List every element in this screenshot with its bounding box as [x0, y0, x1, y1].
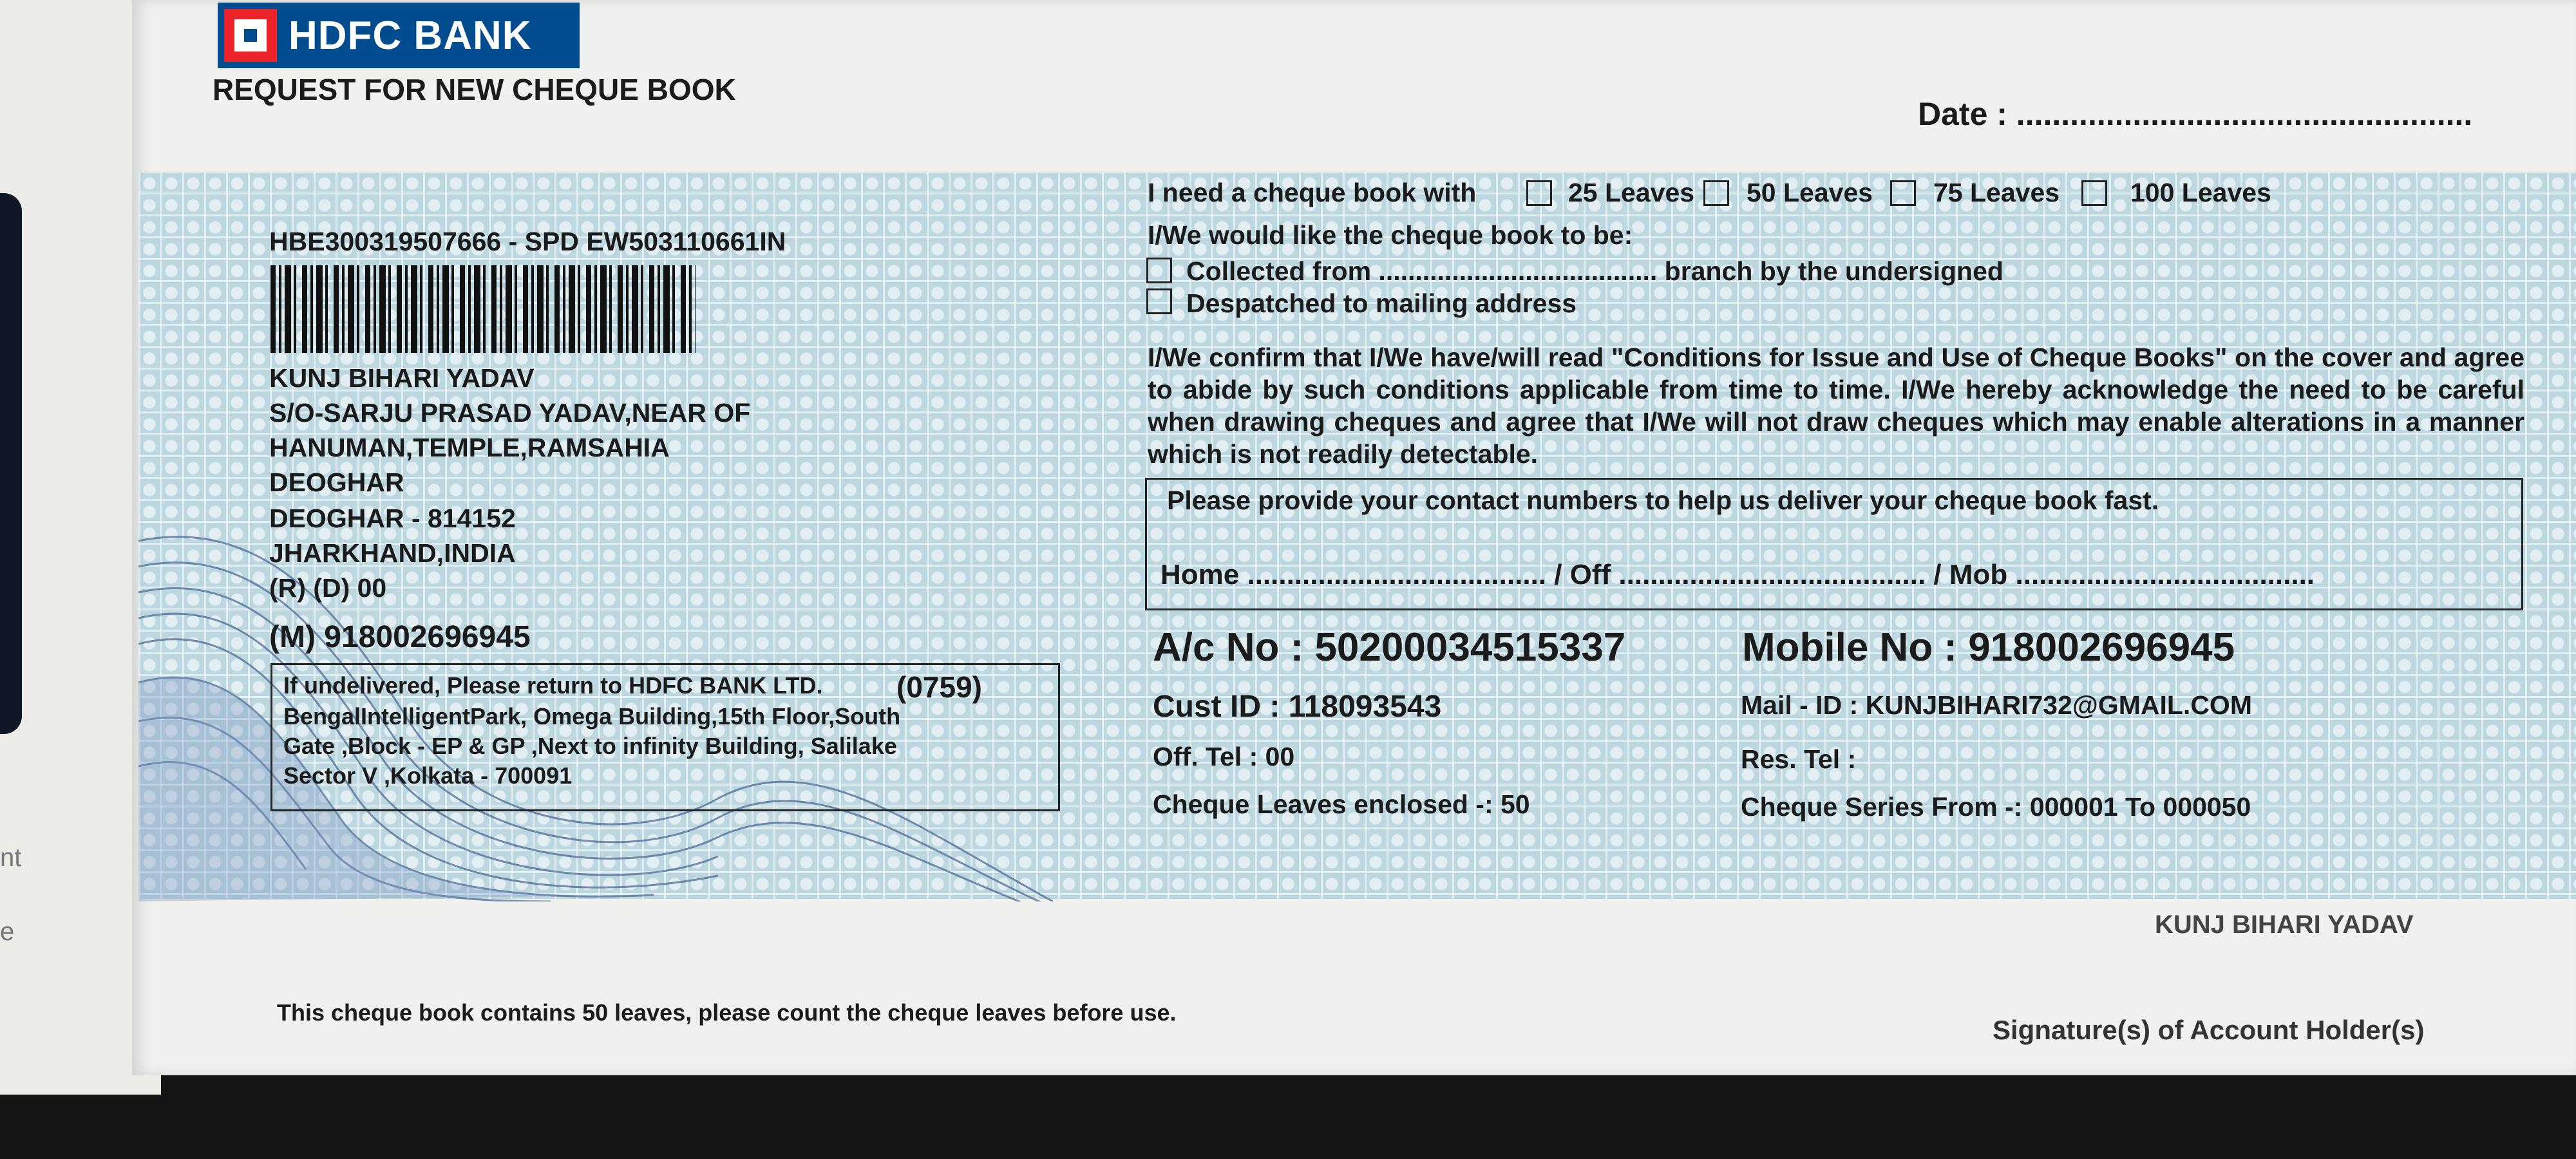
delivery-prompt: I/We would like the cheque book to be:: [1148, 220, 1633, 250]
contact-prompt: Please provide your contact numbers to help us deliver your cheque book fast.: [1167, 485, 2159, 515]
despatched-checkbox[interactable]: [1146, 288, 1172, 314]
address-line: S/O-SARJU PRASAD YADAV,NEAR OF: [269, 398, 751, 428]
cheque-series: Cheque Series From -: 000001 To 000050: [1741, 792, 2251, 822]
return-address-line: Gate ,Block - EP & GP ,Next to infinity Building, Salilake: [283, 733, 897, 759]
left-page-text: nt: [0, 843, 22, 872]
leaves-count-note: This cheque book contains 50 leaves, please count the cheque leaves before use.: [277, 999, 1177, 1026]
form-title: REQUEST FOR NEW CHEQUE BOOK: [213, 73, 736, 106]
leaves-50-checkbox[interactable]: [1703, 180, 1729, 206]
leaves-25-label: 25 Leaves: [1568, 178, 1695, 207]
left-page-text: e: [0, 918, 15, 946]
bank-name: HDFC BANK: [289, 13, 532, 58]
leaves-100-label: 100 Leaves: [2130, 178, 2271, 207]
leaves-75-checkbox[interactable]: [1890, 180, 1916, 206]
account-number: A/c No : 50200034515337: [1153, 625, 1626, 670]
mail-id: Mail - ID : KUNJBIHARI732@GMAIL.COM: [1741, 690, 2252, 720]
hdfc-logo-icon: [224, 9, 277, 62]
recipient-mobile: (M) 918002696945: [269, 620, 531, 654]
address-line: HANUMAN,TEMPLE,RAMSAHIA: [269, 433, 670, 462]
collected-label: Collected from ...................................... branch by the undersigned: [1186, 256, 2003, 286]
barcode: [270, 265, 696, 353]
hdfc-logo: [218, 3, 580, 68]
left-page-binding: [0, 193, 22, 734]
customer-id: Cust ID : 118093543: [1153, 690, 1442, 724]
recipient-phone: (R) (D) 00: [269, 573, 387, 603]
address-line: DEOGHAR - 814152: [269, 504, 516, 533]
cheque-leaves-enclosed: Cheque Leaves enclosed -: 50: [1153, 789, 1530, 819]
despatched-label: Despatched to mailing address: [1186, 288, 1577, 318]
signature-label: Signature(s) of Account Holder(s): [1993, 1015, 2425, 1045]
return-address-line: BengalIntelligentPark, Omega Building,15th Floor,South: [283, 703, 901, 730]
leaves-75-label: 75 Leaves: [1933, 178, 2060, 207]
leaves-25-checkbox[interactable]: [1526, 180, 1552, 206]
address-line: JHARKHAND,INDIA: [269, 538, 516, 568]
office-tel: Off. Tel : 00: [1153, 742, 1295, 771]
address-line: DEOGHAR: [269, 467, 404, 497]
return-address-line: If undelivered, Please return to HDFC BANK LTD.: [283, 672, 823, 699]
leaves-100-checkbox[interactable]: [2081, 180, 2107, 206]
collected-checkbox[interactable]: [1146, 258, 1172, 283]
dispatch-reference: HBE300319507666 - SPD EW503110661IN: [269, 227, 786, 256]
leaves-prompt: I need a cheque book with: [1148, 178, 1477, 207]
account-holder-name: KUNJ BIHARI YADAV: [2155, 910, 2414, 939]
recipient-name: KUNJ BIHARI YADAV: [269, 363, 535, 393]
return-address-code: (0759): [896, 670, 982, 704]
mobile-number: Mobile No : 918002696945: [1742, 625, 2235, 670]
date-field[interactable]: Date : ...................................................: [1918, 96, 2473, 132]
contact-numbers-line[interactable]: Home ...................................... / Off ....................................... / Mob ......................................: [1160, 559, 2315, 590]
return-address-line: Sector V ,Kolkata - 700091: [283, 762, 573, 789]
declaration-text: I/We confirm that I/We have/will read "Conditions for Issue and Use of Cheque Books" on the cover and agree to abide by such conditions applicable from time to time. I/We hereby acknowledge the need to be careful when drawing cheques and agree that I/We will not draw cheques which may enable alterations in a manner which is not readily detectable.: [1148, 343, 2524, 469]
residence-tel: Res. Tel :: [1741, 744, 1857, 774]
leaves-50-label: 50 Leaves: [1747, 178, 1873, 207]
